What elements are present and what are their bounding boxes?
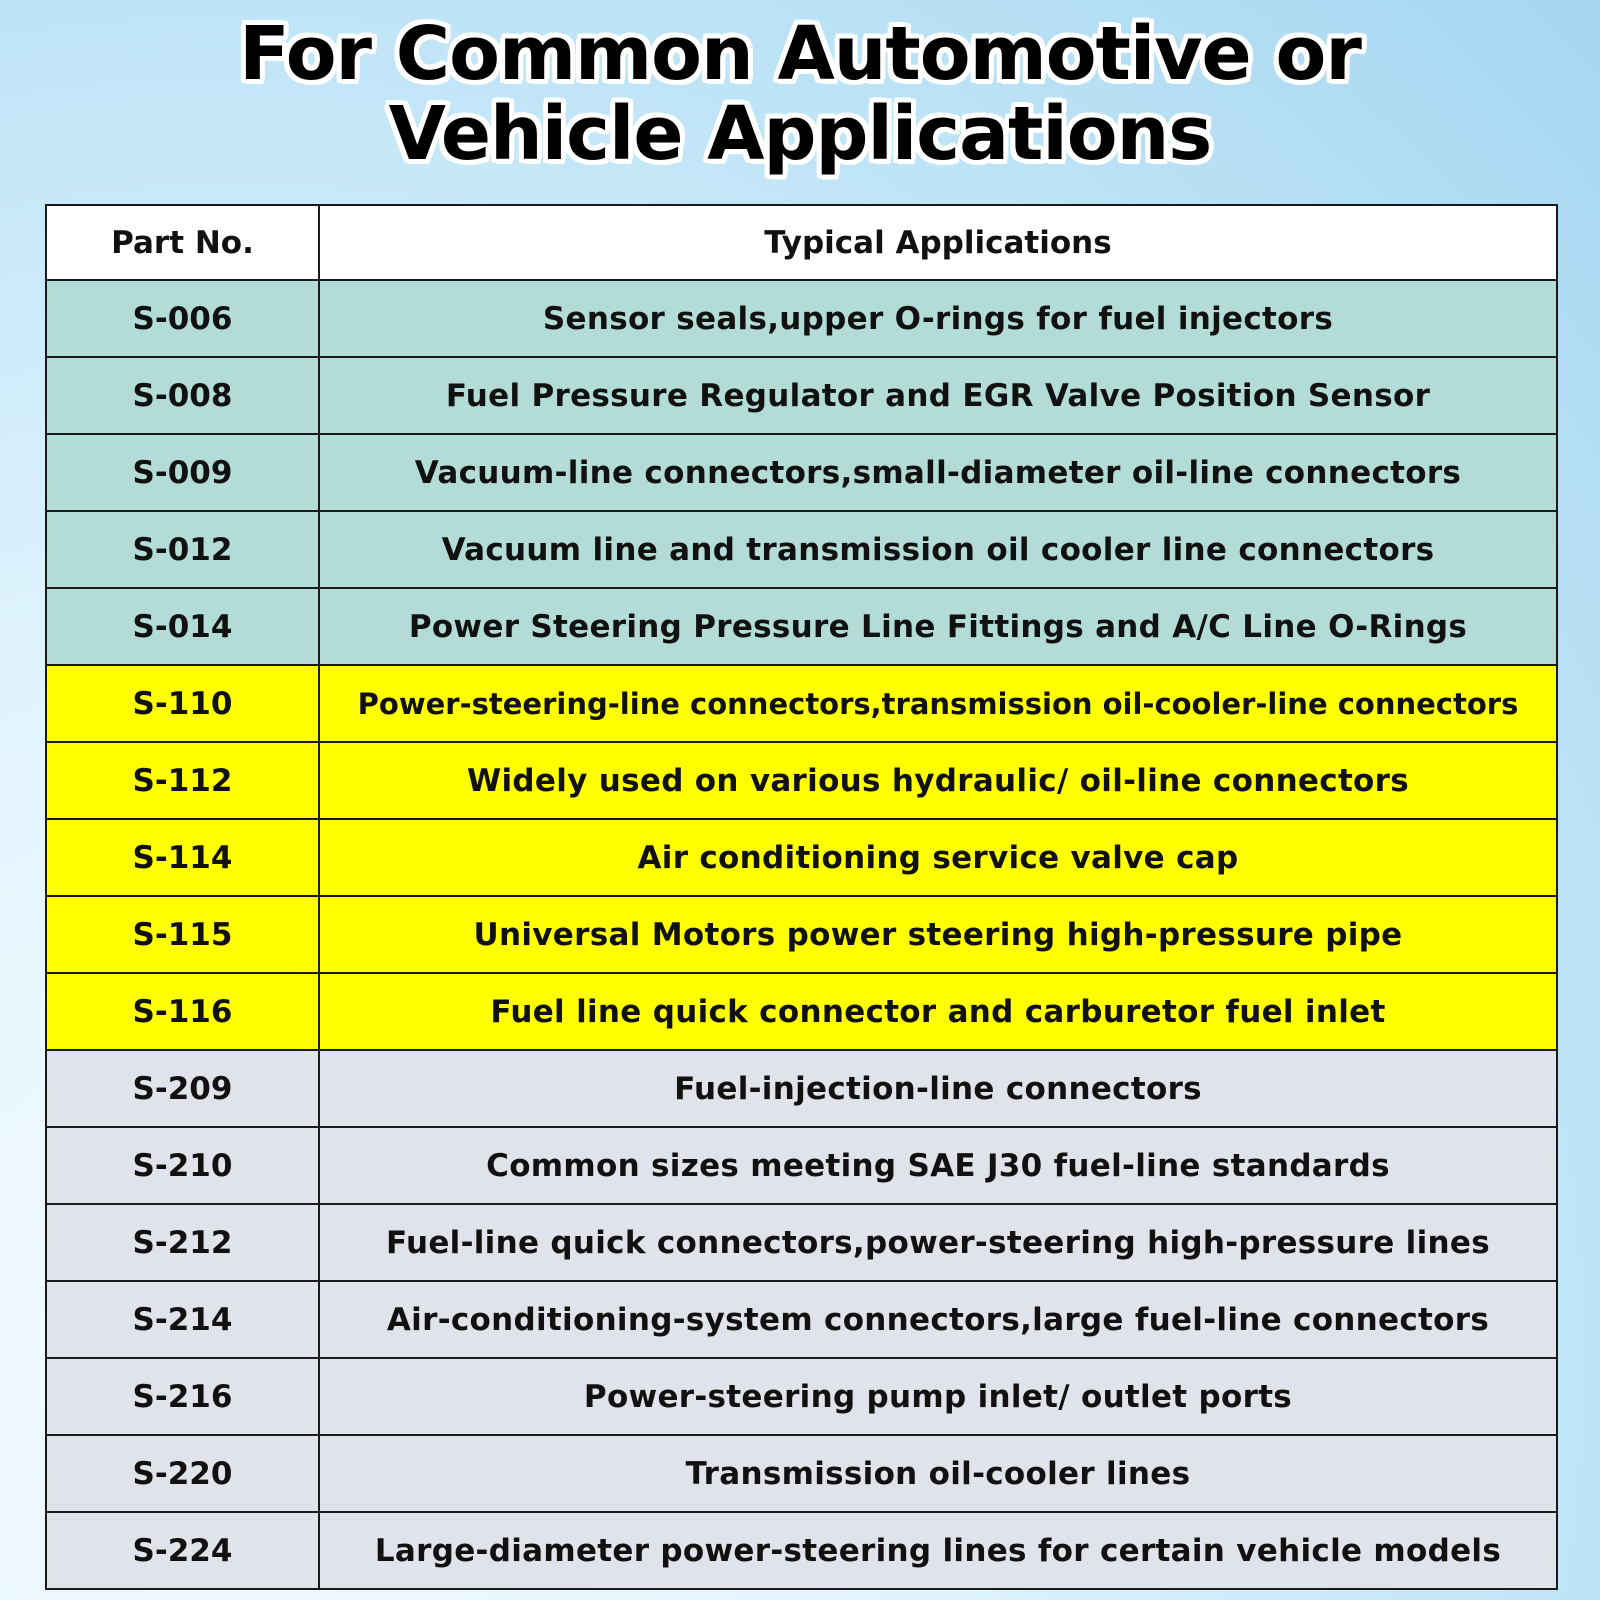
table-row <box>46 434 1557 511</box>
part-number-cell: S-014 <box>46 588 319 665</box>
table-row <box>46 588 1557 665</box>
application-cell: Power-steering pump inlet/ outlet ports <box>319 1358 1557 1435</box>
application-cell: Transmission oil-cooler lines <box>319 1435 1557 1512</box>
table-row <box>46 742 1557 819</box>
application-cell: Fuel-injection-line connectors <box>319 1050 1557 1127</box>
part-number-cell: S-209 <box>46 1050 319 1127</box>
table-row <box>46 896 1557 973</box>
table-row <box>46 280 1557 357</box>
page-title-line-2: Vehicle Applications <box>388 91 1212 177</box>
table-row <box>46 1204 1557 1281</box>
part-number-cell: S-216 <box>46 1358 319 1435</box>
table-row <box>46 1050 1557 1127</box>
application-cell: Fuel-line quick connectors,power-steering high-pressure lines <box>319 1204 1557 1281</box>
table-row <box>46 1358 1557 1435</box>
part-number-cell: S-116 <box>46 973 319 1050</box>
table-row <box>46 1512 1557 1589</box>
table-row <box>46 665 1557 742</box>
table-row <box>46 1281 1557 1358</box>
application-cell: Common sizes meeting SAE J30 fuel-line standards <box>319 1127 1557 1204</box>
application-cell: Vacuum-line connectors,small-diameter oil-line connectors <box>319 434 1557 511</box>
applications-table <box>45 204 1558 1590</box>
table-row <box>46 819 1557 896</box>
header-part-no: Part No. <box>46 205 319 280</box>
application-cell: Vacuum line and transmission oil cooler line connectors <box>319 511 1557 588</box>
part-number-cell: S-006 <box>46 280 319 357</box>
part-number-cell: S-210 <box>46 1127 319 1204</box>
table-row <box>46 511 1557 588</box>
application-cell: Fuel line quick connector and carburetor fuel inlet <box>319 973 1557 1050</box>
application-cell: Universal Motors power steering high-pressure pipe <box>319 896 1557 973</box>
application-cell: Widely used on various hydraulic/ oil-line connectors <box>319 742 1557 819</box>
part-number-cell: S-112 <box>46 742 319 819</box>
part-number-cell: S-115 <box>46 896 319 973</box>
part-number-cell: S-012 <box>46 511 319 588</box>
application-cell: Sensor seals,upper O-rings for fuel injectors <box>319 280 1557 357</box>
part-number-cell: S-212 <box>46 1204 319 1281</box>
table-row <box>46 357 1557 434</box>
part-number-cell: S-110 <box>46 665 319 742</box>
table-body <box>46 280 1557 1589</box>
table-row <box>46 973 1557 1050</box>
page-title-line-1: For Common Automotive or <box>239 11 1361 97</box>
part-number-cell: S-224 <box>46 1512 319 1589</box>
table-row <box>46 1127 1557 1204</box>
part-number-cell: S-008 <box>46 357 319 434</box>
application-cell: Power Steering Pressure Line Fittings and A/C Line O-Rings <box>319 588 1557 665</box>
part-number-cell: S-114 <box>46 819 319 896</box>
application-cell: Fuel Pressure Regulator and EGR Valve Position Sensor <box>319 357 1557 434</box>
application-cell: Power-steering-line connectors,transmission oil-cooler-line connectors <box>319 665 1557 742</box>
part-number-cell: S-220 <box>46 1435 319 1512</box>
page-title <box>0 11 1600 177</box>
table-header-row <box>46 205 1557 280</box>
part-number-cell: S-009 <box>46 434 319 511</box>
application-cell: Air-conditioning-system connectors,large fuel-line connectors <box>319 1281 1557 1358</box>
table-row <box>46 1435 1557 1512</box>
part-number-cell: S-214 <box>46 1281 319 1358</box>
header-typical-applications: Typical Applications <box>319 205 1557 280</box>
application-cell: Air conditioning service valve cap <box>319 819 1557 896</box>
application-cell: Large-diameter power-steering lines for certain vehicle models <box>319 1512 1557 1589</box>
